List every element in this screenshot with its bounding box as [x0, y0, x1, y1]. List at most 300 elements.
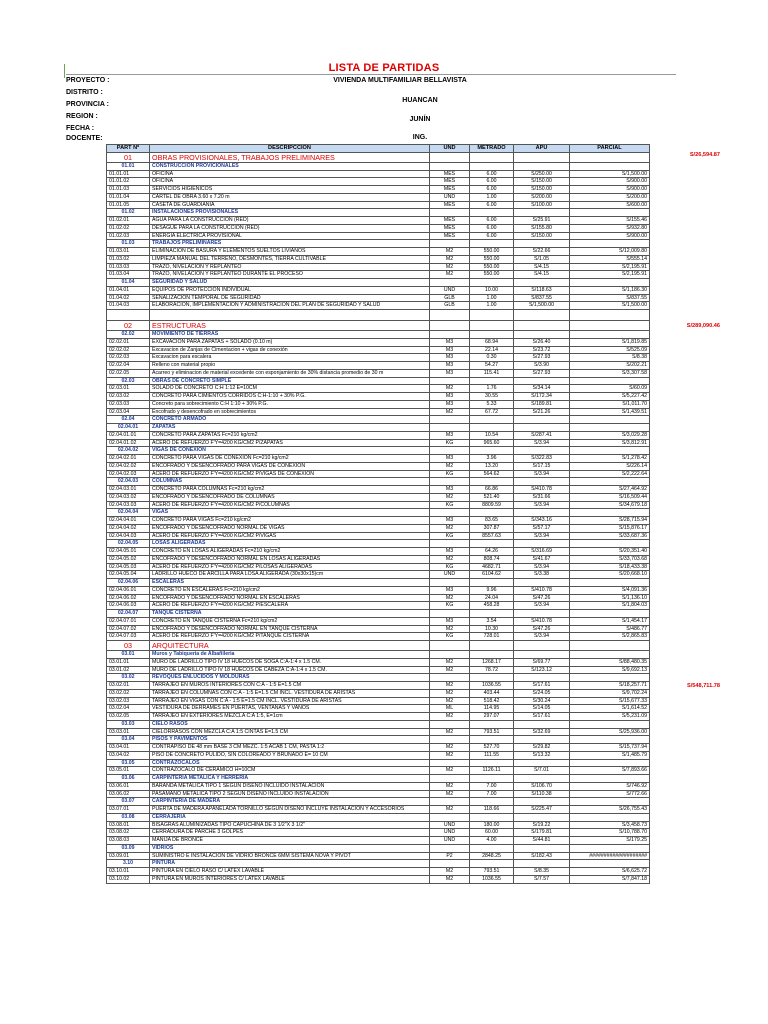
cell-parcial: S/1,186.30	[570, 286, 650, 294]
cell-unit: KG	[430, 439, 470, 447]
cell-unit	[430, 209, 470, 217]
spacer-row	[107, 310, 650, 321]
cell-unit: MES	[430, 170, 470, 178]
cell-parcial: S/525.09	[570, 346, 650, 354]
cell-part-code: 03.04.02	[107, 751, 150, 759]
cell-parcial: S/20,668.10	[570, 571, 650, 579]
cell-apu: S/47.26	[514, 625, 570, 633]
cell-description: ENCOFRADO Y DESENCOFRADO PARA VIGAS DE CONEXION	[150, 462, 430, 470]
cell-part-code: 01.03.04	[107, 271, 150, 279]
cell-unit	[430, 424, 470, 432]
cell-parcial: S/1,136.10	[570, 594, 650, 602]
cell-metrado	[470, 416, 514, 424]
cell-apu	[514, 720, 570, 728]
cell-metrado: 114.95	[470, 705, 514, 713]
subsection-row	[107, 610, 650, 618]
table-row	[107, 439, 650, 447]
cell-apu: S/25.91	[514, 217, 570, 225]
cell-unit	[430, 610, 470, 618]
cell-part-code: 01.04.01	[107, 286, 150, 294]
subsection-row	[107, 736, 650, 744]
table-row	[107, 493, 650, 501]
cell-parcial	[570, 540, 650, 548]
cell-metrado: 6.00	[470, 186, 514, 194]
cell-unit: M2	[430, 462, 470, 470]
subsection-row	[107, 813, 650, 821]
cell-description: Muros y Tabiqueria de Albañileria	[150, 651, 430, 659]
cell-part-code: 02.04.04	[107, 509, 150, 517]
cell-apu: S/27.93	[514, 354, 570, 362]
cell-unit: M2	[430, 408, 470, 416]
cell-part-code: 01.04.02	[107, 294, 150, 302]
cell-part-code: 02.04.04.03	[107, 532, 150, 540]
cell-part-code: 02.04.07.03	[107, 633, 150, 641]
cell-unit: M2	[430, 728, 470, 736]
cell-description: CIELO RASOS	[150, 720, 430, 728]
distrito-label: DISTRITO :	[66, 89, 103, 96]
cell-metrado: 60.00	[470, 829, 514, 837]
cell-parcial: S/8.38	[570, 354, 650, 362]
cell-metrado: 1.00	[470, 294, 514, 302]
cell-parcial: S/2,222.64	[570, 470, 650, 478]
cell-metrado	[470, 651, 514, 659]
table-row	[107, 633, 650, 641]
cell-unit: M3	[430, 338, 470, 346]
cell-part-code: 01.01	[107, 162, 150, 170]
cell-parcial: S/9,702.24	[570, 689, 650, 697]
cell-apu: S/1.05	[514, 255, 570, 263]
cell-parcial: S/900.00	[570, 178, 650, 186]
cell-description: ENERGIA ELECTRICA PROVISIONAL	[150, 232, 430, 240]
cell-part-code: 01.02	[107, 209, 150, 217]
table-row	[107, 617, 650, 625]
cell-part-code: 03.02	[107, 674, 150, 682]
cell-metrado: 68.94	[470, 338, 514, 346]
cell-part-code: 03.02.05	[107, 713, 150, 721]
table-row	[107, 271, 650, 279]
cell-metrado: 180.00	[470, 821, 514, 829]
cell-unit	[430, 540, 470, 548]
cell-unit: UND	[430, 193, 470, 201]
cell-unit: M2	[430, 751, 470, 759]
title-divider	[66, 74, 676, 75]
cell-parcial	[570, 152, 650, 162]
cell-apu: S/410.78	[514, 586, 570, 594]
cell-description: VESTIDURA DE DERRAMES EN PUERTAS, VENTANAS Y VANOS	[150, 705, 430, 713]
cell-metrado: 527.70	[470, 744, 514, 752]
cell-parcial	[570, 720, 650, 728]
cell-description: OBRAS DE CONCRETO SIMPLE	[150, 377, 430, 385]
cell-apu	[514, 759, 570, 767]
cell-description: Relleno con material propio	[150, 362, 430, 370]
cell-unit: MES	[430, 178, 470, 186]
cell-unit: M2	[430, 790, 470, 798]
cell-part-code: 02.04.02.03	[107, 470, 150, 478]
cell-metrado: 118.66	[470, 806, 514, 814]
cell-unit	[430, 651, 470, 659]
cell-parcial: S/155.46	[570, 217, 650, 225]
cell-metrado	[470, 641, 514, 651]
cell-metrado	[470, 162, 514, 170]
cell-metrado: 2848.25	[470, 852, 514, 860]
cell-unit: M2	[430, 875, 470, 883]
cell-metrado	[470, 509, 514, 517]
cell-description: TARRAJEO EN EXTERIORES MEZCLA C:A 1:5, E=1cm	[150, 713, 430, 721]
cell-apu: S/150.00	[514, 186, 570, 194]
cell-parcial: S/555.14	[570, 255, 650, 263]
cell-metrado: 458.28	[470, 602, 514, 610]
cell-description: COLUMNAS	[150, 478, 430, 486]
cell-description: MOVIMIENTO DE TIERRAS	[150, 331, 430, 339]
cell-description: CONCRETO PARA ZAPATAS Fc=210 kg/cm2	[150, 431, 430, 439]
cell-description: ENCOFRADO Y DESENCOFRADO NORMAL DE VIGAS	[150, 524, 430, 532]
cell-metrado	[470, 377, 514, 385]
table-row	[107, 338, 650, 346]
cell-metrado: 1036.55	[470, 875, 514, 883]
cell-part-code: 02.04.03.01	[107, 486, 150, 494]
cell-part-code: 03.05	[107, 759, 150, 767]
cell-unit	[430, 240, 470, 248]
cell-metrado: 8557.63	[470, 532, 514, 540]
cell-part-code: 02.02.01	[107, 338, 150, 346]
table-row	[107, 586, 650, 594]
cell-part-code: 02.04.06.03	[107, 602, 150, 610]
cell-metrado: 808.74	[470, 555, 514, 563]
cell-parcial: S/16,509.44	[570, 493, 650, 501]
subsection-row	[107, 798, 650, 806]
cell-metrado: 10.00	[470, 286, 514, 294]
cell-metrado: 54.27	[470, 362, 514, 370]
proyecto-value: VIVIENDA MULTIFAMILIAR BELLAVISTA	[333, 77, 467, 84]
cell-unit: UND	[430, 821, 470, 829]
cell-unit: M3	[430, 393, 470, 401]
table-row	[107, 462, 650, 470]
cell-part-code: 01.04.03	[107, 302, 150, 310]
cell-parcial	[570, 162, 650, 170]
cell-apu: S/34.14	[514, 385, 570, 393]
cell-unit: M2	[430, 767, 470, 775]
cell-part-code: 03.03	[107, 720, 150, 728]
cell-unit	[430, 736, 470, 744]
cell-unit: M2	[430, 782, 470, 790]
cell-metrado: 8809.59	[470, 501, 514, 509]
cell-apu	[514, 579, 570, 587]
cell-description: CARTEL DE OBRA 3.60 x 7.20 m	[150, 193, 430, 201]
cell-apu: S/4.15	[514, 263, 570, 271]
cell-parcial: S/18,433.38	[570, 563, 650, 571]
cell-metrado: 793.51	[470, 868, 514, 876]
cell-unit: M3	[430, 548, 470, 556]
cell-apu: S/3.94	[514, 501, 570, 509]
subsection-row	[107, 416, 650, 424]
cell-parcial: S/5,231.09	[570, 713, 650, 721]
cell-unit: M2	[430, 658, 470, 666]
cell-apu: S/189.81	[514, 400, 570, 408]
cell-description: BARANDA METALICA TIPO 1 SEGUN DISEÑO INCLUIDO INSTALACION	[150, 782, 430, 790]
cell-unit: KG	[430, 501, 470, 509]
cell-description: VIGAS DE CONEXION	[150, 447, 430, 455]
cell-apu: S/24.05	[514, 689, 570, 697]
table-row	[107, 486, 650, 494]
cell-metrado: 6.00	[470, 217, 514, 225]
cell-apu: S/17.61	[514, 713, 570, 721]
cell-apu	[514, 447, 570, 455]
cell-metrado: 550.00	[470, 248, 514, 256]
cell-metrado: 4.00	[470, 837, 514, 845]
cell-metrado: 1268.17	[470, 658, 514, 666]
cell-unit: KG	[430, 602, 470, 610]
cell-part-code: 02.04.07.02	[107, 625, 150, 633]
cell-apu	[514, 152, 570, 162]
cell-unit: MES	[430, 217, 470, 225]
cell-unit	[430, 759, 470, 767]
subsection-row	[107, 674, 650, 682]
cell-description: Concreto para sobrecimiento C:H 1:10 + 30% P.G.	[150, 400, 430, 408]
cell-unit: ML	[430, 705, 470, 713]
cell-metrado: 6104.62	[470, 571, 514, 579]
cell-description: TRABAJOS PRELIMINARES	[150, 240, 430, 248]
cell-unit: M2	[430, 682, 470, 690]
cell-apu: S/3.94	[514, 470, 570, 478]
cell-part-code: 02.04.07	[107, 610, 150, 618]
cell-parcial: S/2,865.83	[570, 633, 650, 641]
cell-parcial: S/33,687.36	[570, 532, 650, 540]
cell-unit: M2	[430, 271, 470, 279]
cell-part-code: 02.02.05	[107, 369, 150, 377]
table-row	[107, 224, 650, 232]
cell-part-code: 03.08.03	[107, 837, 150, 845]
cell-metrado: 22.14	[470, 346, 514, 354]
cell-apu: S/837.55	[514, 294, 570, 302]
cell-part-code: 03.08	[107, 813, 150, 821]
cell-parcial: S/25,936.00	[570, 728, 650, 736]
cell-unit	[430, 416, 470, 424]
cell-unit: M3	[430, 617, 470, 625]
cell-metrado	[470, 736, 514, 744]
cell-description: TRAZO, NIVELACION Y REPLANTEO DURANTE EL PROCESO	[150, 271, 430, 279]
table-row	[107, 658, 650, 666]
cell-part-code: 02.04.05.01	[107, 548, 150, 556]
cell-part-code: 03.01.01	[107, 658, 150, 666]
cell-description: EXCAVACION PARA ZAPATAS + SOLADO (0.10 m)	[150, 338, 430, 346]
table-row	[107, 697, 650, 705]
cell-part-code: 01.01.05	[107, 201, 150, 209]
cell-description: SEGURIDAD Y SALUD	[150, 279, 430, 287]
column-header-parcial: PARCIAL	[570, 145, 650, 153]
cell-parcial	[570, 860, 650, 868]
total-01: S/26,594.87	[689, 152, 720, 158]
cell-parcial: S/10,788.70	[570, 829, 650, 837]
cell-parcial: S/7,847.18	[570, 875, 650, 883]
cell-part-code: 01.02.01	[107, 217, 150, 225]
cell-unit: M2	[430, 666, 470, 674]
cell-part-code: 03.02.03	[107, 697, 150, 705]
cell-apu	[514, 321, 570, 331]
cell-apu: S/118.63	[514, 286, 570, 294]
cell-unit: GLB	[430, 302, 470, 310]
subsection-row	[107, 759, 650, 767]
cell-description: OFICINA	[150, 170, 430, 178]
cell-unit: UND	[430, 829, 470, 837]
cell-apu	[514, 651, 570, 659]
cell-apu: S/31.66	[514, 493, 570, 501]
cell-parcial: S/15,737.94	[570, 744, 650, 752]
cell-metrado	[470, 860, 514, 868]
fecha-label: FECHA :	[66, 125, 95, 132]
cell-description: AGUA PARA LA CONSTRUCCION (RED)	[150, 217, 430, 225]
cell-apu: S/69.77	[514, 658, 570, 666]
cell-apu	[514, 641, 570, 651]
cell-parcial: S/1,500.00	[570, 170, 650, 178]
cell-part-code: 03.09.01	[107, 852, 150, 860]
cell-metrado	[470, 279, 514, 287]
cell-part-code: 03.05.01	[107, 767, 150, 775]
cell-apu	[514, 844, 570, 852]
cell-apu: S/1,500.00	[514, 302, 570, 310]
cell-unit	[430, 321, 470, 331]
cell-metrado: 728.01	[470, 633, 514, 641]
table-row	[107, 302, 650, 310]
cell-parcial: S/1,819.85	[570, 338, 650, 346]
cell-unit: GLB	[430, 294, 470, 302]
cell-description: TARRAJEO EN MUROS INTERIORES CON C:A - 1:5 E=1.5 CM	[150, 682, 430, 690]
cell-apu	[514, 509, 570, 517]
cell-unit	[430, 720, 470, 728]
cell-part-code: 03	[107, 641, 150, 651]
cell-unit	[430, 331, 470, 339]
cell-description: ESTRUCTURAS	[150, 321, 430, 331]
cell-unit: M2	[430, 689, 470, 697]
cell-description: SUMINISTRO E INSTALACION DE VIDRIO BRONCE 6MM SISTEMA NOVA Y PIVOT	[150, 852, 430, 860]
cell-description: Encofrado y desencofrado en sobrecimientos	[150, 408, 430, 416]
cell-apu	[514, 813, 570, 821]
table-row	[107, 728, 650, 736]
cell-part-code: 02	[107, 321, 150, 331]
cell-description: OFICINA	[150, 178, 430, 186]
cell-description: PISO DE CONCRETO PULIDO, SIN COLOREADO Y BRUÑADO E= 10 CM	[150, 751, 430, 759]
cell-part-code: 03.02.01	[107, 682, 150, 690]
total-02: S/289,090.46	[686, 323, 720, 329]
cell-metrado: 793.51	[470, 728, 514, 736]
cell-parcial	[570, 321, 650, 331]
cell-parcial: S/900.00	[570, 232, 650, 240]
cell-apu: S/150.00	[514, 178, 570, 186]
cell-parcial: S/200.00	[570, 193, 650, 201]
cell-metrado: 83.65	[470, 517, 514, 525]
cell-part-code: 02.03.01	[107, 385, 150, 393]
cell-part-code	[107, 310, 150, 321]
cell-apu: S/7.01	[514, 767, 570, 775]
subsection-row	[107, 540, 650, 548]
subsection-row	[107, 240, 650, 248]
table-row	[107, 625, 650, 633]
cell-apu: S/22.66	[514, 248, 570, 256]
cell-unit: M2	[430, 555, 470, 563]
table-row	[107, 455, 650, 463]
cell-parcial: S/226.14	[570, 462, 650, 470]
table-row	[107, 806, 650, 814]
table-row	[107, 548, 650, 556]
cell-unit	[430, 674, 470, 682]
section-row	[107, 152, 650, 162]
cell-parcial	[570, 478, 650, 486]
table-row	[107, 682, 650, 690]
cell-parcial: S/900.00	[570, 186, 650, 194]
cell-metrado: 297.07	[470, 713, 514, 721]
table-row	[107, 354, 650, 362]
cell-metrado	[470, 478, 514, 486]
cell-unit: MES	[430, 201, 470, 209]
cell-parcial	[570, 310, 650, 321]
table-row	[107, 744, 650, 752]
cell-part-code: 02.04.07.01	[107, 617, 150, 625]
cell-description: TRAZO, NIVELACION Y REPLANTEO	[150, 263, 430, 271]
cell-metrado	[470, 447, 514, 455]
cell-apu: S/3.94	[514, 563, 570, 571]
cell-parcial: S/88,480.35	[570, 658, 650, 666]
table-row	[107, 385, 650, 393]
cell-description: PASAMANO METALICA TIPO 2 SEGUN DISEÑO INCLUIDO INSTALACION	[150, 790, 430, 798]
cell-metrado: 6.00	[470, 232, 514, 240]
cell-parcial	[570, 240, 650, 248]
cell-metrado	[470, 610, 514, 618]
cell-description: Excavacion para escalera	[150, 354, 430, 362]
cell-part-code: 03.10.02	[107, 875, 150, 883]
cell-description: CARPINTERIA DE MADERA	[150, 798, 430, 806]
cell-apu	[514, 798, 570, 806]
table-row	[107, 517, 650, 525]
subsection-row	[107, 579, 650, 587]
cell-description: PUERTA DE MADERA APANELADA TORNILLO SEGUN DISEÑO INCLUYE INSTALACION Y ACCESORIOS	[150, 806, 430, 814]
table-row	[107, 689, 650, 697]
cell-description: PISOS Y PAVIMENTOS	[150, 736, 430, 744]
cell-description: REVOQUES ENLUCIDOS Y MOLDURAS	[150, 674, 430, 682]
cell-part-code: 01.02.02	[107, 224, 150, 232]
cell-part-code: 02.04.06.01	[107, 586, 150, 594]
cell-part-code: 03.02.04	[107, 705, 150, 713]
cell-apu	[514, 736, 570, 744]
provincia-value: HUANCAN	[402, 97, 438, 104]
cell-parcial	[570, 759, 650, 767]
table-row	[107, 501, 650, 509]
cell-part-code: 02.04.03	[107, 478, 150, 486]
cell-description: Excavacion de Zanjas de Cimentacion + vigas de conexión	[150, 346, 430, 354]
proyecto-label: PROYECTO :	[66, 77, 110, 84]
cell-description: ELIMINACION DE BASURA Y ELEMENTOS SUELTOS LIVIANOS	[150, 248, 430, 256]
table-row	[107, 193, 650, 201]
cell-metrado: 1.00	[470, 302, 514, 310]
cell-description: CERRADURA DE PARCHE 3 GOLPES	[150, 829, 430, 837]
cell-unit: KG	[430, 470, 470, 478]
cell-metrado: 6.00	[470, 170, 514, 178]
cell-metrado: 24.04	[470, 594, 514, 602]
cell-description	[150, 310, 430, 321]
cell-description: CERRAJERIA	[150, 813, 430, 821]
cell-part-code: 02.02	[107, 331, 150, 339]
cell-apu: S/250.00	[514, 170, 570, 178]
table-row	[107, 286, 650, 294]
cell-description: ELABORACIÓN, IMPLEMENTACIÓN Y ADMINISTRACIÓN DEL PLAN DE SEGURIDAD Y SALUD	[150, 302, 430, 310]
cell-parcial	[570, 610, 650, 618]
cell-apu	[514, 331, 570, 339]
cell-metrado: 6.00	[470, 201, 514, 209]
cell-unit: M2	[430, 713, 470, 721]
cell-description: LOSAS ALIGERADAS	[150, 540, 430, 548]
cell-unit: M3	[430, 586, 470, 594]
cell-apu	[514, 240, 570, 248]
provincia-label: PROVINCIA :	[66, 101, 109, 108]
cell-part-code: 01.03.02	[107, 255, 150, 263]
